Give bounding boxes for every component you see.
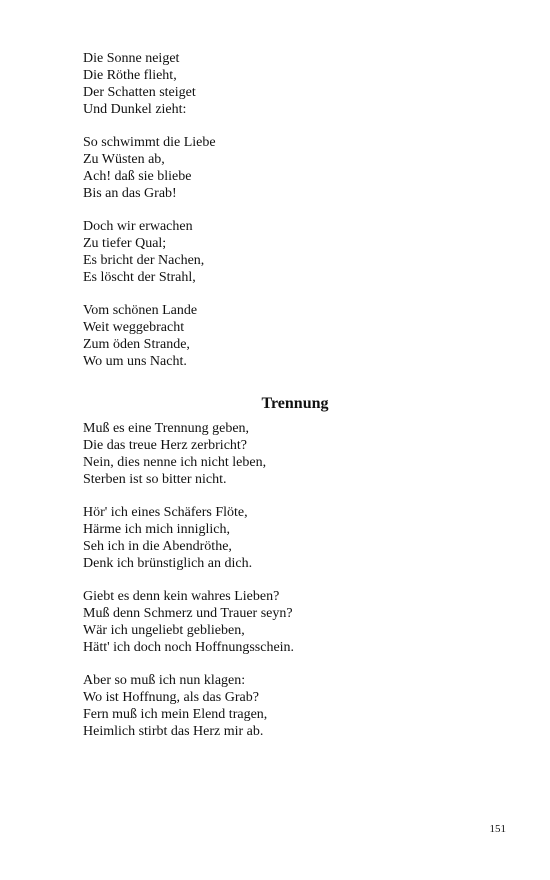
verse-line: So schwimmt die Liebe	[83, 135, 216, 150]
poem2-stanza-1	[83, 420, 503, 488]
verse-line: Es bricht der Nachen,	[83, 253, 205, 268]
verse-line: Die Röthe flieht,	[83, 68, 177, 83]
verse-line: Giebt es denn kein wahres Lieben?	[83, 589, 280, 604]
verse-line: Der Schatten steiget	[83, 85, 196, 100]
verse-line: Doch wir erwachen	[83, 219, 193, 234]
verse-line: Wo um uns Nacht.	[83, 354, 187, 369]
verse-line: Und Dunkel zieht:	[83, 102, 187, 117]
verse-line: Zu Wüsten ab,	[83, 152, 165, 167]
verse-line: Härme ich mich inniglich,	[83, 522, 230, 537]
verse-line: Muß es eine Trennung geben,	[83, 421, 250, 436]
verse-line: Bis an das Grab!	[83, 186, 177, 201]
verse-line: Sterben ist so bitter nicht.	[83, 472, 227, 487]
verse-line: Heimlich stirbt das Herz mir ab.	[83, 724, 264, 739]
verse-line: Die Sonne neiget	[83, 51, 180, 66]
poem2-stanza-3	[83, 588, 503, 656]
verse-line: Aber so muß ich nun klagen:	[83, 673, 246, 688]
verse-line: Muß denn Schmerz und Trauer seyn?	[83, 606, 293, 621]
poem-title: Trennung	[261, 395, 329, 412]
poem2-stanza-2	[83, 504, 503, 572]
verse-line: Nein, dies nenne ich nicht leben,	[83, 455, 267, 470]
verse-line: Denk ich brünstiglich an dich.	[83, 556, 253, 571]
poem1-stanza-4	[83, 302, 503, 370]
verse-line: Zum öden Strande,	[83, 337, 190, 352]
verse-line: Vom schönen Lande	[83, 303, 198, 318]
verse-line: Fern muß ich mein Elend tragen,	[83, 707, 268, 722]
verse-line: Hör' ich eines Schäfers Flöte,	[83, 505, 248, 520]
poem2-stanza-4	[83, 672, 503, 740]
verse-line: Hätt' ich doch noch Hoffnungsschein.	[83, 640, 295, 655]
verse-line: Zu tiefer Qual;	[83, 236, 167, 251]
poem1-stanza-2	[83, 134, 503, 202]
verse-line: Seh ich in die Abendröthe,	[83, 539, 232, 554]
poem1-stanza-1	[83, 50, 503, 118]
verse-line: Ach! daß sie bliebe	[83, 169, 192, 184]
verse-line: Weit weggebracht	[83, 320, 185, 335]
verse-line: Die das treue Herz zerbricht?	[83, 438, 248, 453]
page-number: 151	[489, 823, 506, 835]
verse-line: Es löscht der Strahl,	[83, 270, 196, 285]
poem1-stanza-3	[83, 218, 503, 286]
verse-line: Wär ich ungeliebt geblieben,	[83, 623, 245, 638]
verse-line: Wo ist Hoffnung, als das Grab?	[83, 690, 259, 705]
